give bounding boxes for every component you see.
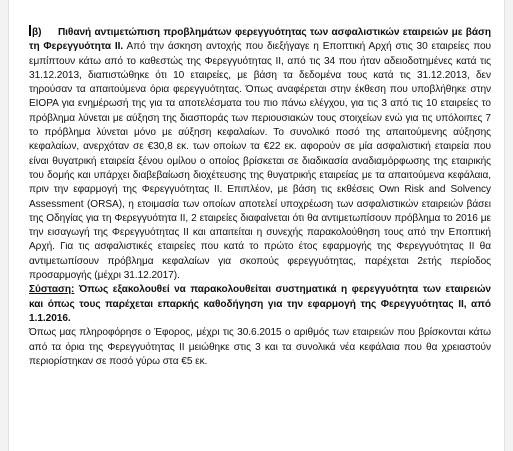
section-paragraph xyxy=(29,25,491,283)
recommendation-text: Όπως εξακολουθεί να παρακολουθείται συστηματικά η φερεγγυότητα των εταιρειών και όπως τους παρέχεται επαρκής καθοδήγηση για την εφαρμογή της Φερεγγυότητας ΙΙ, από 1.1.2016. xyxy=(29,284,491,324)
section-body: Από την άσκηση αντοχής που διεξήγαγε η Εποπτική Αρχή στις 30 εταιρείες που εμπίπτουν κάτω από το καθεστώς της Φερεγγυότητας ΙΙ, από τις 34 που ήταν αδειοδοτημένες κατά τις 31.12.2013, διαπιστώθηκε ότι 10 εταιρείες, με βάση τα δεδομένα τους κατά τις 31.12.2013, δεν τηρούσαν τα απαιτούμενα όρια φερεγγυότητας. Όπως αναφέρεται στην έκθεση που υποβλήθηκε στην EIOPA για ενημέρωσή της για τα αποτελέσματα του πιο πάνω ελέγχου, για τις 3 από τις 10 εταιρείες το πρόβλημα λύνεται με αύξηση της διασποράς των περιουσιακών τους στοιχείων ενώ για τις υπόλοιπες 7 το πρόβλημα λύνεται μόνο με αύξηση κεφαλαίων. Το συνολικό ποσό της απαιτούμενης αύξησης κεφαλαίων, ανερχόταν σε €30,8 εκ. των οποίων τα €22 εκ. αφορούν σε μία ασφαλιστική εταιρεία που είναι θυγατρική εταιρεία ξένου ομίλου ο οποίος βρίσκεται σε διαδικασία αναδιαμόρφωσης της εταιρικής του δομής και υπάρχει διαβεβαίωση διοχέτευσης της θυγατρικής εταιρείας με τα απαιτούμενα κεφάλαια, πριν την εφαρμογή της Φερεγγυότητας ΙΙ. Επιπλέον, με βάση τις εκθέσεις Own Risk and Solvency Assessment (ORSA), η ετοιμασία των οποίων αποτελεί υποχρέωση των ασφαλιστικών εταιρειών βάσει της Οδηγίας για τη Φερεγγυότητα ΙΙ, 2 εταιρείες διαφαίνεται ότι θα αντιμετωπίσουν πρόβλημα το 2016 με την εισαγωγή της Φερεγγυότητας ΙΙ και απαιτείται η συνεχής παρακολούθηση τους από την Εποπτική Αρχή. Για τις ασφαλιστικές εταιρείες που κατά το πρώτο έτος εφαρμογής της Φερεγγυότητας ΙΙ θα αντιμετωπίσουν πρόβλημα κεφαλαίων για σκοπούς φερεγγυότητας, παρέχεται 2ετής περίοδος προσαρμογής (μέχρι 31.12.2017). xyxy=(29,41,491,282)
recommendation-paragraph xyxy=(29,283,491,326)
section-heading: Πιθανή αντιμετώπιση προβλημάτων φερεγγυότητας των ασφαλιστικών εταιρειών με βάση τη Φερεγγυότητα ΙΙ. xyxy=(29,27,491,53)
document-content xyxy=(29,25,491,369)
section-marker: β) xyxy=(32,27,42,38)
recommendation-label: Σύσταση: xyxy=(29,284,75,296)
text-cursor xyxy=(29,25,31,36)
document-page xyxy=(8,0,505,451)
closing-paragraph: Όπως μας πληροφόρησε ο Έφορος, μέχρι τις 30.6.2015 ο αριθμός των εταιρειών που βρίσκονται κάτω από τα όρια της Φερεγγυότητας ΙΙ μειώθηκε στις 3 και τα συνολικά νέα κεφάλαια που θα χρειαστούν περιορίστηκαν σε ποσό γύρω στα €5 εκ. xyxy=(29,327,491,367)
